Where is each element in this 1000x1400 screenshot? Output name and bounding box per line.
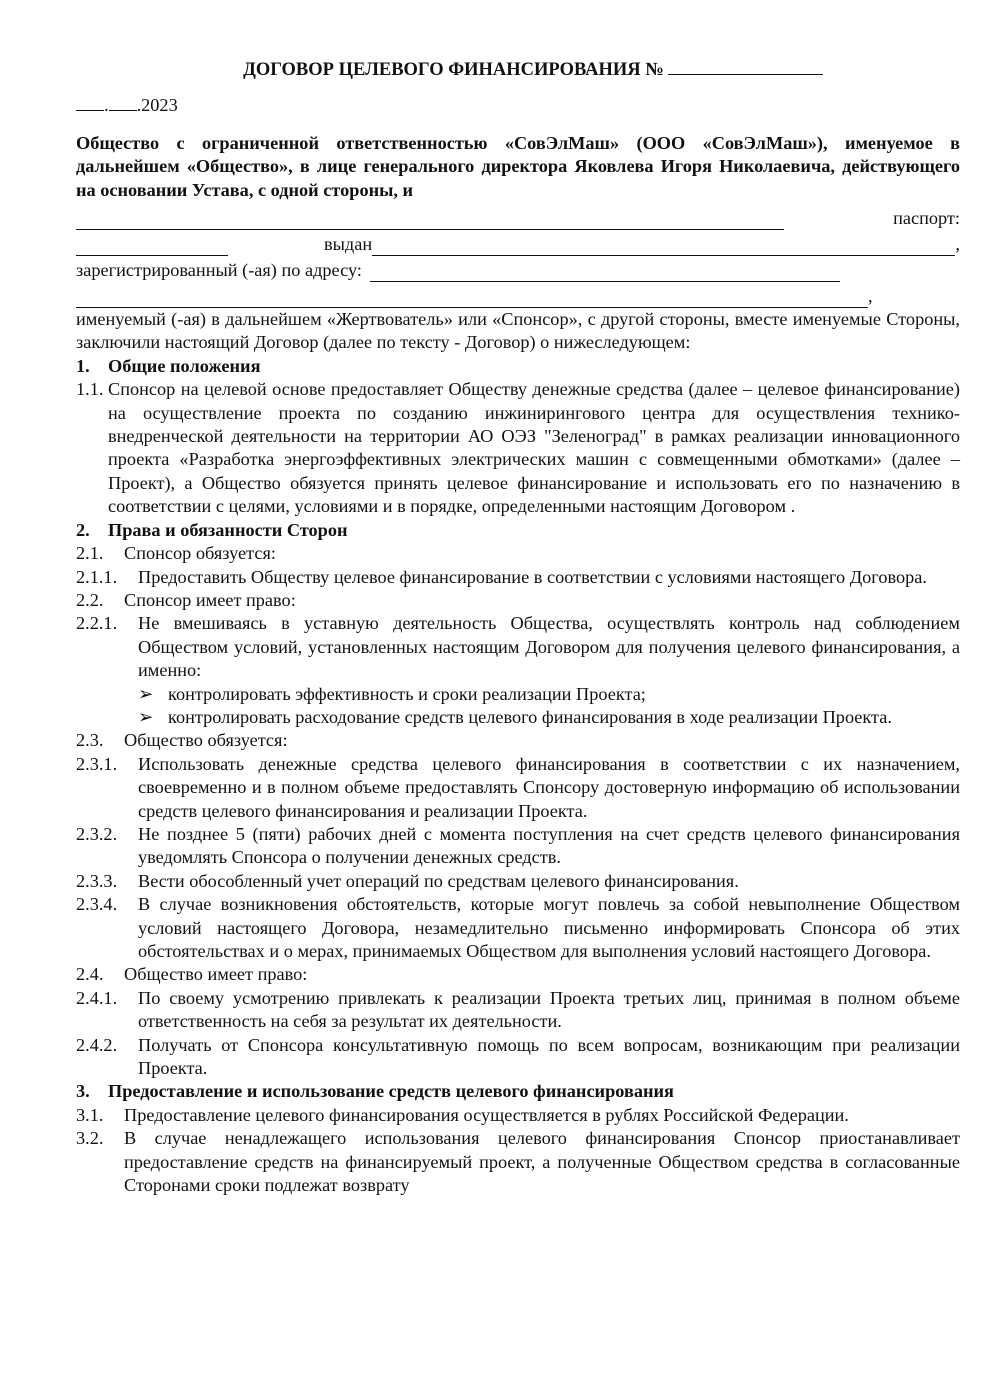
date-year: .2023: [136, 95, 178, 116]
bullet-item: [76, 706, 960, 729]
section-number: 2.: [76, 519, 90, 540]
bullet-text: контролировать расходование средств целевого финансирования в ходе реализации Проекта.: [168, 706, 892, 727]
clause-number: 2.4.: [76, 964, 104, 985]
clause-number: 2.4.1.: [76, 987, 118, 1008]
clause-number: 1.1.: [76, 379, 104, 400]
clause-number: 2.1.1.: [76, 566, 118, 587]
clause-text: Спонсор на целевой основе предоставляет Обществу денежные средства (далее – целевое финансирование) на осуществление проекта по созданию инжинирингового центра для осуществления технико-внедренческой деятельности на территории АО ОЭЗ "Зеленоград" в рамках реализации инновационного проекта «Разработка энергоэффективных электрических машин с совмещенными обмотками» (далее – Проект), а Общество обязуется принять целевое финансирование и использовать его по назначению в соответствии с целями, условиями и в порядке, определенными настоящим Договором .: [108, 379, 960, 517]
clause-text: Спонсор имеет право:: [124, 589, 296, 610]
contract-number-blank: [668, 58, 823, 75]
section-3-heading: [76, 1080, 960, 1103]
section-number: 1.: [76, 355, 90, 376]
clause-text: Общество имеет право:: [124, 964, 308, 985]
section-title: Предоставление и использование средств целевого финансирования: [108, 1081, 674, 1102]
clause-number: 2.3.3.: [76, 870, 118, 891]
passport-number-blank: [76, 237, 228, 256]
passport-label: паспорт:: [893, 207, 960, 228]
clause-2-2-1: [76, 612, 960, 682]
section-1-heading: [76, 355, 960, 378]
day-blank: [76, 96, 104, 111]
clause-text: Предоставление целевого финансирования осуществляется в рублях Российской Федерации.: [124, 1104, 849, 1125]
clause-2-4-2: [76, 1034, 960, 1081]
sponsor-name-blank: [76, 211, 784, 230]
month-blank: [109, 96, 137, 111]
address-blank: [370, 263, 840, 282]
clause-2-3-4: [76, 893, 960, 963]
preamble: именуемый (-ая) в дальнейшем «Жертвователь» или «Спонсор», с другой стороны, вместе именуемые Стороны, заключили настоящий Договор (далее по тексту - Договор) о нижеследующем:: [76, 309, 960, 353]
clause-text: Спонсор обязуется:: [124, 543, 276, 564]
clause-2-3-3: [76, 870, 960, 893]
intro-paragraph: Общество с ограниченной ответственностью «СовЭлМаш» (ООО «СовЭлМаш»), именуемое в дальнейшем «Общество», в лице генерального директора Яковлева Игоря Николаевича, действующего на основании Устава, с одной стороны, и: [76, 132, 960, 200]
clause-text: Использовать денежные средства целевого финансирования в соответствии с их назначением, своевременно и в полном объеме предоставлять Спонсору достоверную информацию об использовании средств целевого финансирования и реализации Проекта.: [138, 753, 960, 821]
arrow-bullet-icon: ➢: [138, 683, 154, 704]
clause-2-4: [76, 963, 960, 986]
clause-text: Предоставить Обществу целевое финансирование в соответствии с условиями настоящего Договора.: [138, 566, 927, 587]
section-2-heading: [76, 519, 960, 542]
section-title: Общие положения: [108, 355, 261, 376]
clause-number: 3.1.: [76, 1104, 104, 1125]
document-title: [76, 58, 960, 82]
clause-number: 2.2.: [76, 589, 104, 610]
clause-2-1: [76, 542, 960, 565]
clause-number: 2.3.2.: [76, 823, 118, 844]
clause-text: В случае возникновения обстоятельств, которые могут повлечь за собой невыполнение Обществом условий настоящего Договора, незамедлительно письменно информировать Спонсора об этих обстоятельствах и о мерах, принимаемых Обществом для выполнения условий настоящего Договора.: [138, 894, 960, 961]
contract-date: . .2023: [76, 94, 960, 117]
clause-number: 2.3.4.: [76, 894, 118, 915]
clause-2-2: [76, 589, 960, 612]
title-text: ДОГОВОР ЦЕЛЕВОГО ФИНАНСИРОВАНИЯ №: [243, 60, 664, 80]
clause-3-1: [76, 1104, 960, 1127]
address-row: [76, 256, 960, 282]
section-title: Права и обязанности Сторон: [108, 519, 348, 540]
bullet-text: контролировать эффективность и сроки реализации Проекта;: [168, 683, 646, 704]
clause-number: 2.4.2.: [76, 1034, 118, 1055]
clause-text: Общество обязуется:: [124, 730, 288, 751]
clause-text: В случае ненадлежащего использования целевого финансирования Спонсор приостанавливает предоставление средств на финансируемый проект, а полученные Обществом средства в согласованные Сторонами сроки подлежат возврату: [124, 1128, 960, 1196]
clause-2-3-1: [76, 753, 960, 823]
clause-text: Не вмешиваясь в уставную деятельность Общества, осуществлять контроль над соблюдением Обществом условий, установленных настоящим Договором для получения целевого финансирования, а именно:: [138, 613, 960, 681]
bullet-item: [76, 683, 960, 706]
clause-number: 2.3.1.: [76, 753, 118, 774]
clause-3-2: [76, 1127, 960, 1197]
clause-number: 2.2.1.: [76, 613, 118, 634]
clause-number: 3.2.: [76, 1128, 104, 1149]
clause-text: Не позднее 5 (пяти) рабочих дней с момента поступления на счет средств целевого финансирования уведомлять Спонсора о получении денежных средств.: [138, 823, 960, 868]
address-blank-2: [76, 289, 868, 308]
clause-text: Вести обособленный учет операций по средствам целевого финансирования.: [138, 870, 739, 891]
issued-row: выдан ,: [76, 230, 960, 256]
clause-1-1: [76, 378, 960, 518]
clause-2-4-1: [76, 987, 960, 1034]
address-row-2: ,: [76, 282, 960, 308]
clause-number: 2.3.: [76, 730, 104, 751]
clause-2-3: [76, 729, 960, 752]
contract-page: [76, 58, 960, 1197]
issued-label: выдан: [324, 233, 373, 254]
clause-text: Получать от Спонсора консультативную помощь по всем вопросам, возникающим при реализации Проекта.: [138, 1034, 960, 1079]
clause-number: 2.1.: [76, 543, 104, 564]
issued-by-blank: [372, 237, 955, 256]
arrow-bullet-icon: ➢: [138, 706, 154, 727]
address-label: зарегистрированный (-ая) по адресу:: [76, 259, 362, 280]
clause-2-3-2: [76, 823, 960, 870]
clause-text: По своему усмотрению привлекать к реализации Проекта третьих лиц, принимая в полном объеме ответственность на себя за результат их деятельности.: [138, 987, 960, 1032]
clause-2-1-1: [76, 566, 960, 589]
sponsor-name-row: [76, 204, 960, 230]
section-number: 3.: [76, 1081, 90, 1102]
